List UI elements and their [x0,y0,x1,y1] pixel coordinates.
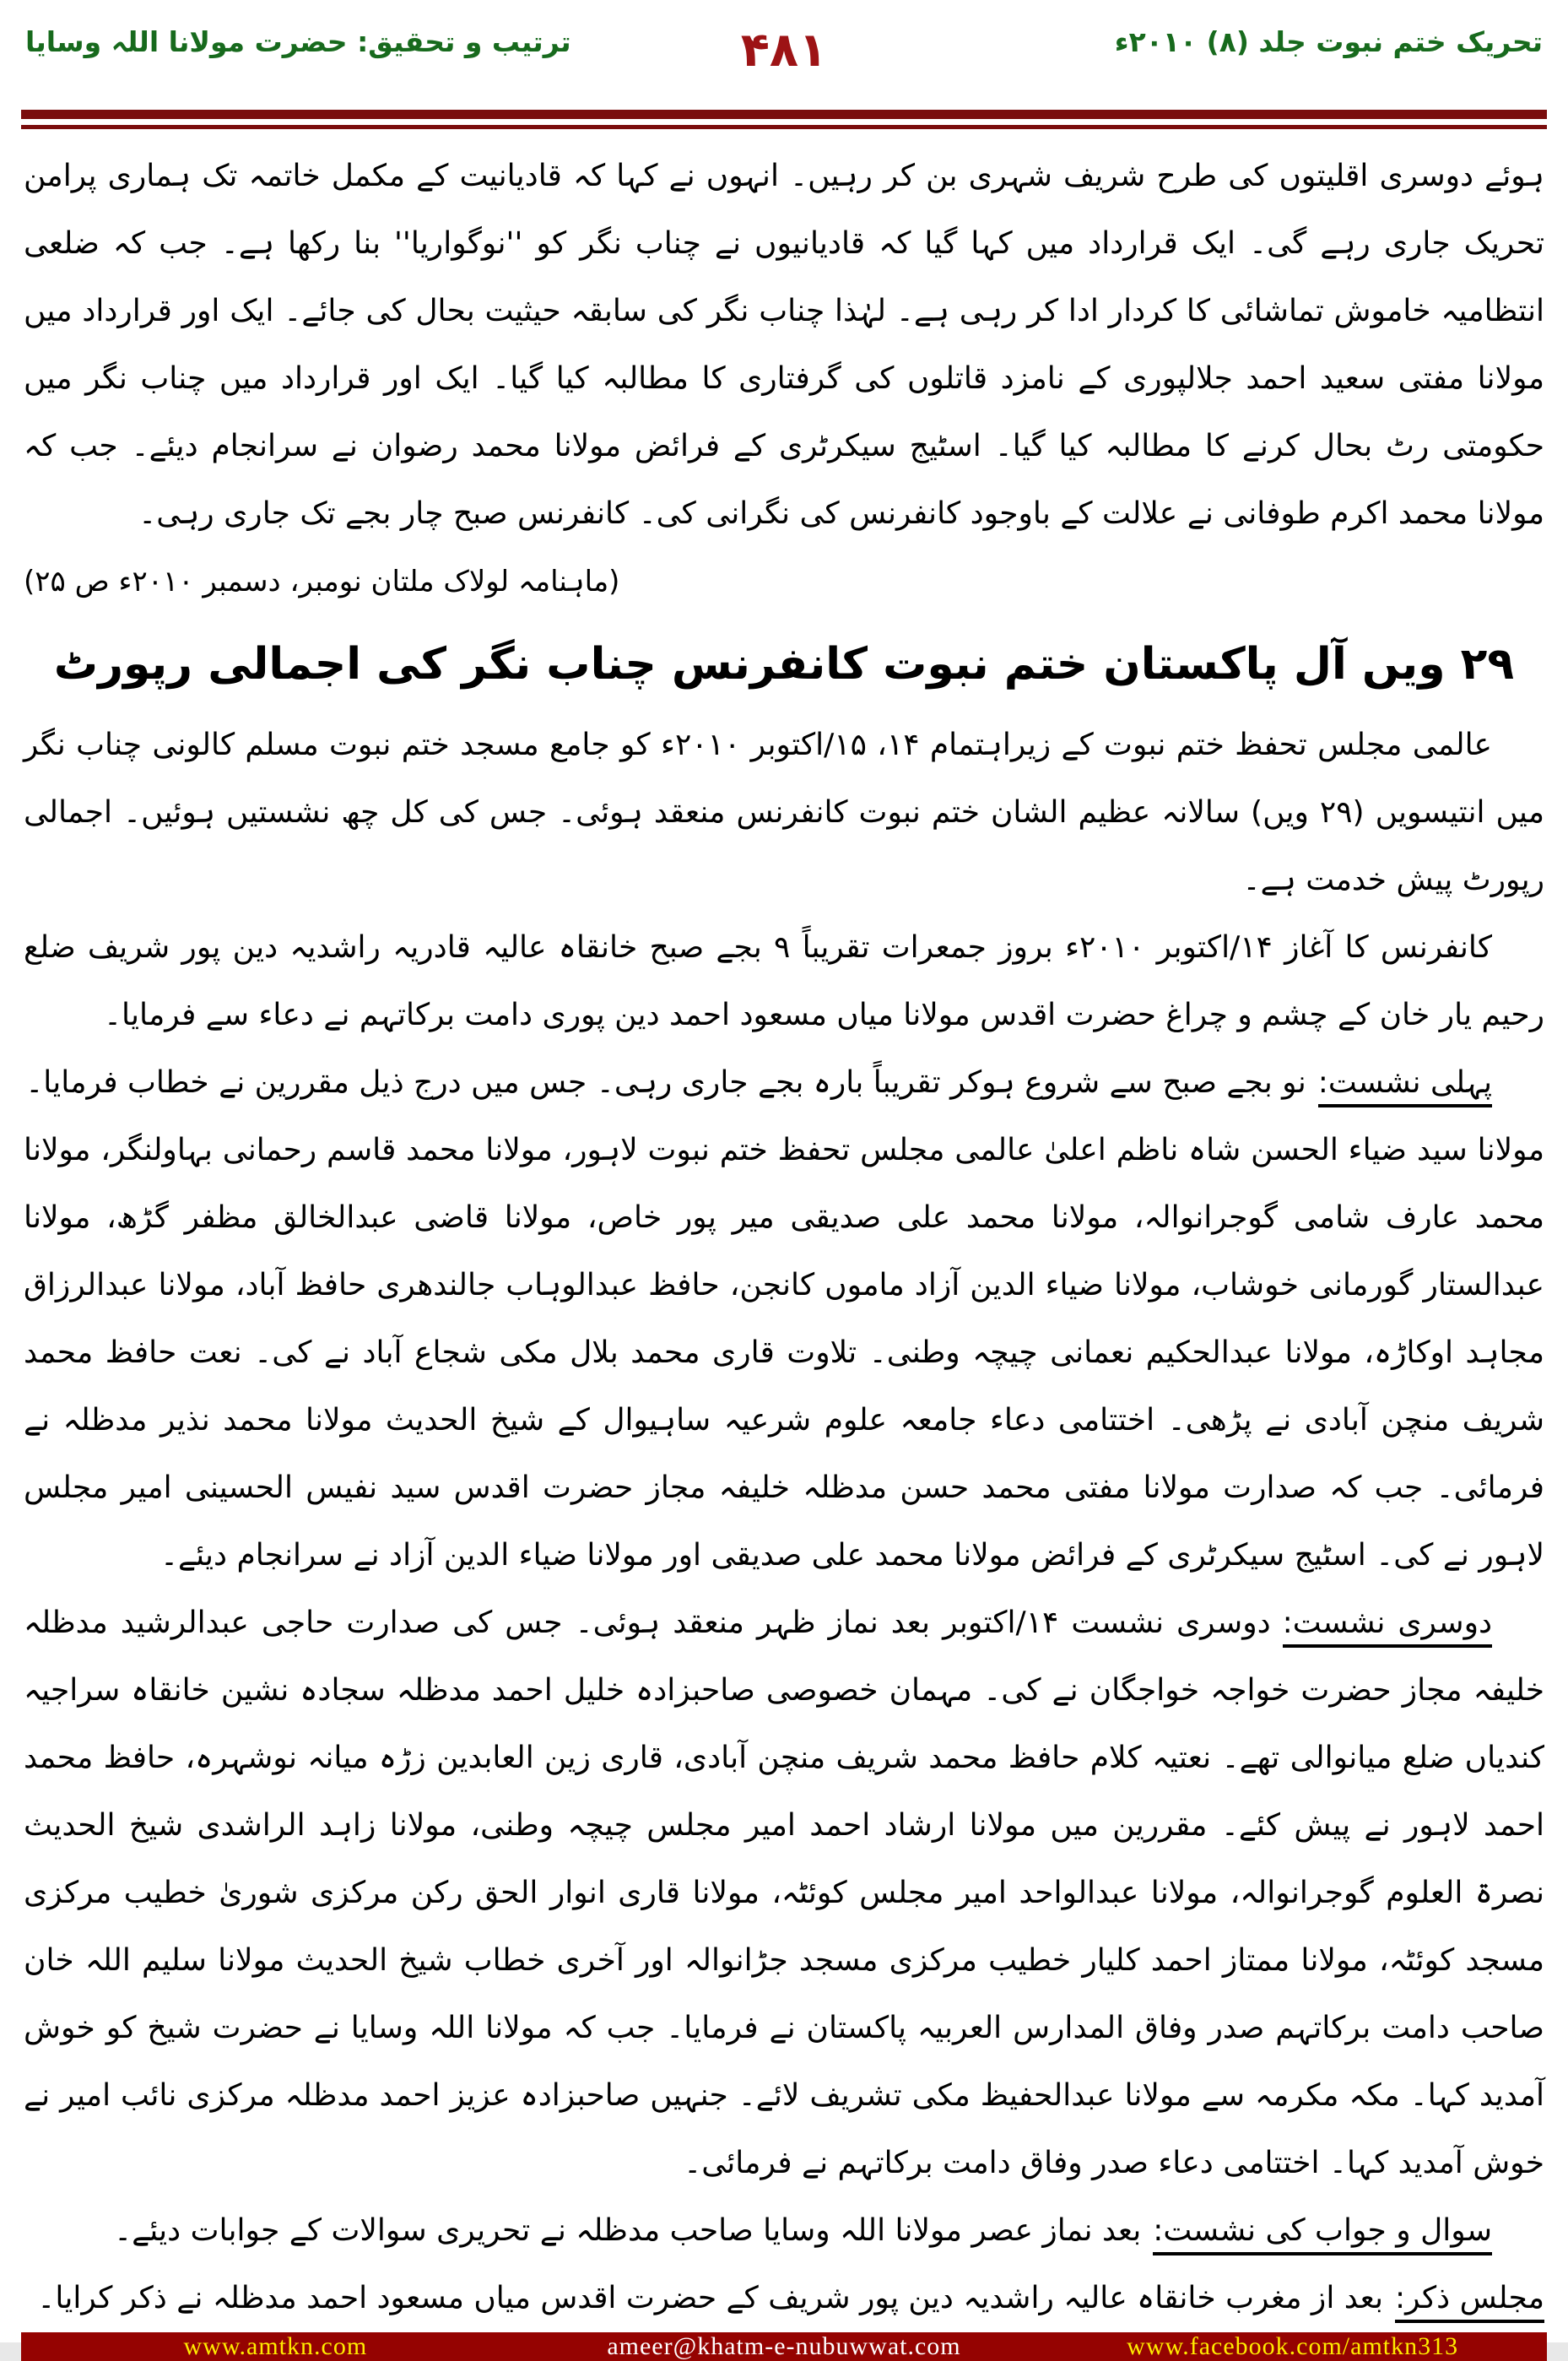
qa-session-text: بعد نماز عصر مولانا اللہ وسایا صاحب مدظلہ نے تحریری سوالات کے جوابات دیئے۔ [114,2213,1142,2248]
first-session-text: نو بجے صبح سے شروع ہوکر تقریباً بارہ بجے جاری رہی۔ جس میں درج ذیل مقررین نے خطاب فرمایا۔ [25,1065,1306,1100]
second-session-text: دوسری نشست ۱۴/اکتوبر بعد نماز ظہر منعقد ہوئی۔ جس کی صدارت حاجی عبدالرشید مدظلہ خلیفہ مجاز حضرت خواجہ خواجگان نے کی۔ مہمان خصوصی صاحبزادہ خلیل احمد مدظلہ سجادہ نشین خانقاہ سراجیہ کندیاں ضلع میانوالی تھے۔ نعتیہ کلام حافظ محمد شریف منچن آبادی، قاری زین العابدین زڑہ میانہ نوشہرہ، حافظ محمد احمد لاہور نے پیش کئے۔ مقررین میں مولانا ارشاد احمد امیر مجلس چیچہ وطنی، مولانا زاہد الراشدی شیخ الحدیث نصرۃ العلوم گوجرانوالہ، مولانا عبدالواحد امیر مجلس کوئٹہ، مولانا قاری انوار الحق رکن مرکزی شوریٰ خطیب مرکزی مسجد کوئٹہ، مولانا ممتاز احمد کلیار خطیب مرکزی مسجد جڑانوالہ اور آخری خطاب شیخ الحدیث مولانا سلیم اللہ خان صاحب دامت برکاتہم صدر وفاق المدارس العربیہ پاکستان نے فرمایا۔ جب کہ مولانا اللہ وسایا نے حضرت شیخ کو خوش آمدید کہا۔ مکہ مکرمہ سے مولانا عبدالحفیظ مکی تشریف لائے۔ جنہیں صاحبزادہ عزیز احمد مدظلہ مرکزی نائب امیر نے خوش آمدید کہا۔ اختتامی دعاء صدر وفاق دامت برکاتہم نے فرمائی۔ [24,1606,1544,2180]
first-session-label: پہلی نشست: [1318,1065,1492,1107]
zikr-session-label: مجلس ذکر: [1395,2281,1544,2323]
page-body [0,129,1568,2332]
header-volume-title: تحریک ختم نبوت جلد (۸) ۲۰۱۰ء [1114,25,1543,58]
header-divider [21,110,1547,129]
footer-website-link: www.amtkn.com [183,2332,368,2360]
paragraph-continued: ہوئے دوسری اقلیتوں کی طرح شریف شہری بن کر رہیں۔ انہوں نے کہا کہ قادیانیت کے مکمل خاتمہ تک ہماری پرامن تحریک جاری رہے گی۔ ایک قرارداد میں کہا گیا کہ قادیانیوں نے چناب نگر کو ''نوگواریا'' بنا رکھا ہے۔ جب کہ ضلعی انتظامیہ خاموش تماشائی کا کردار ادا کر رہی ہے۔ لہٰذا چناب نگر کی سابقہ حیثیت بحال کی جائے۔ ایک اور قرارداد میں مولانا مفتی سعید احمد جلالپوری کے نامزد قاتلوں کی گرفتاری کا مطالبہ کیا گیا۔ ایک اور قرارداد میں چناب نگر میں حکومتی رٹ بحال کرنے کا مطالبہ کیا گیا۔ اسٹیج سیکرٹری کے فرائض مولانا محمد رضوان نے سرانجام دیئے۔ جب کہ مولانا محمد اکرم طوفانی نے علالت کے باوجود کانفرنس کی نگرانی کی۔ کانفرنس صبح چار بجے تک جاری رہی۔ [24,159,1544,531]
header-credit: ترتیب و تحقیق: حضرت مولانا اللہ وسایا [25,25,571,58]
zikr-session-text: بعد از مغرب خانقاہ عالیہ راشدیہ دین پور شریف کے حضرت اقدس میاں مسعود احمد مدظلہ نے ذکر کرایا۔ [37,2281,1384,2315]
section-heading: ۲۹ ویں آل پاکستان ختم نبوت کانفرنس چناب نگر کی اجمالی رپورٹ [53,639,1515,690]
footer-facebook-link: www.facebook.com/amtkn313 [1127,2332,1459,2360]
source-citation: (ماہنامہ لولاک ملتان نومبر، دسمبر ۲۰۱۰ء ص ۲۵) [24,565,620,598]
paragraph-speakers-list: مولانا سید ضیاء الحسن شاہ ناظم اعلیٰ عالمی مجلس تحفظ ختم نبوت لاہور، مولانا محمد قاسم رحمانی بہاولنگر، مولانا محمد عارف شامی گوجرانوالہ، مولانا محمد علی صدیقی میر پور خاص، مولانا قاضی عبدالخالق مظفر گڑھ، مولانا عبدالستار گورمانی خوشاب، مولانا ضیاء الدین آزاد ماموں کانجن، حافظ عبدالوہاب جالندھری حافظ آباد، مولانا عبدالرزاق مجاہد اوکاڑہ، مولانا عبدالحکیم نعمانی چیچہ وطنی۔ تلاوت قاری محمد بلال مکی شجاع آباد نے کی۔ نعت حافظ محمد شریف منچن آبادی نے پڑھی۔ اختتامی دعاء جامعہ علوم شرعیہ ساہیوال کے شیخ الحدیث مولانا محمد نذیر مدظلہ نے فرمائی۔ جب کہ صدارت مولانا مفتی محمد حسن مدظلہ خلیفہ مجاز حضرت اقدس سید نفیس الحسینی امیر مجلس لاہور نے کی۔ اسٹیج سیکرٹری کے فرائض مولانا محمد علی صدیقی اور مولانا ضیاء الدین آزاد نے سرانجام دیئے۔ [24,1133,1544,1573]
paragraph-intro: عالمی مجلس تحفظ ختم نبوت کے زیراہتمام ۱۴، ۱۵/اکتوبر ۲۰۱۰ء کو جامع مسجد ختم نبوت مسلم کالونی چناب نگر میں انتیسویں (۲۹ ویں) سالانہ عظیم الشان ختم نبوت کانفرنس منعقد ہوئی۔ جس کی کل چھ نشستیں ہوئیں۔ اجمالی رپورٹ پیش خدمت ہے۔ [24,728,1544,897]
divider-thick-line [21,110,1547,119]
second-session-label: دوسری نشست: [1283,1606,1492,1648]
paragraph-zikr-session [24,2265,1544,2332]
paragraph-first-session [24,1049,1544,1117]
page-number: ۴۸۱ [740,23,828,78]
paragraph-second-session [24,1589,1544,2197]
paragraph-opening: کانفرنس کا آغاز ۱۴/اکتوبر ۲۰۱۰ء بروز جمعرات تقریباً ۹ بجے صبح خانقاہ عالیہ قادریہ راشدیہ دین پور شریف ضلع رحیم یار خان کے چشم و چراغ حضرت اقدس مولانا میاں مسعود احمد دین پوری دامت برکاتہم نے دعاء سے فرمایا۔ [24,930,1544,1032]
footer-bar [21,2332,1547,2361]
page-header [0,0,1568,78]
footer-email: ameer@khatm-e-nubuwwat.com [607,2332,961,2360]
qa-session-label: سوال و جواب کی نشست: [1153,2213,1492,2255]
paragraph-qa-session [24,2197,1544,2265]
